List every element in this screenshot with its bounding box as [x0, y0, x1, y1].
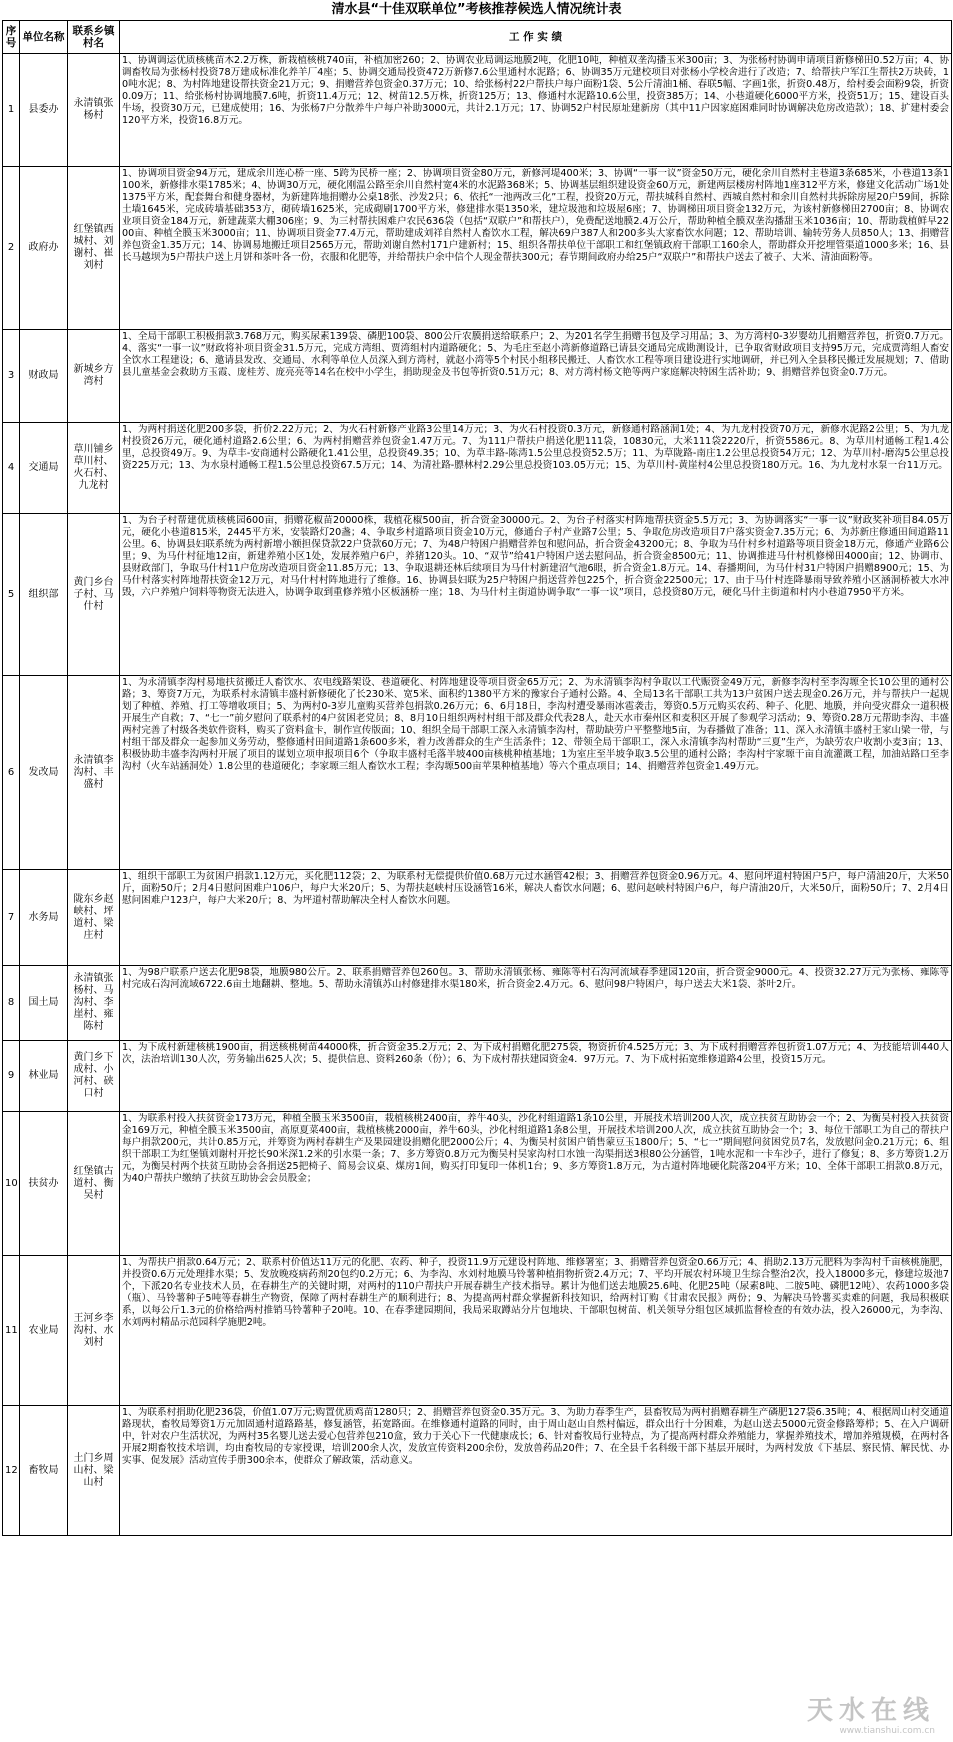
row-facts: 1、为两村捐送化肥200多袋，折价2.22万元；2、为火石村新修产业路3公里14万元；3、为火石村投资0.3万元，新修通村路涵洞1处；4、为九龙村投资70万元，新修水泥路2公里；5、为九龙村投资26万元，硬化通村道路2.6公里；6、为两村捐赠营养包资金1.47万元。7、为111户帮扶户捐送化肥111袋，10830元，大米111袋2220斤，折资5586元。8、为草川村通畅工程1.4公里，总投资49万。9、为草丰-安商通村公路硬化1.41公里，总投资49.35；10、为草丰路-陈湾1.5公里总投资52.5万；11、为草陇路-南庄1.2公里总投资54万元；12、为草川村-磨沟5公里总投资225万元；13、为水泉村通畅工程1.5公里总投资67.5万元；14、为清社路-膘林村2.29公里总投资103.05万元；15、为草川村-黄崖村4公里总投资180万元。16、为九龙村水泵一台11万元。	[122, 424, 949, 471]
row-number: 1	[3, 54, 20, 167]
row-village: 新城乡方湾村	[68, 330, 120, 423]
site-watermark	[807, 1696, 935, 1736]
row-number: 9	[3, 1041, 20, 1112]
row-village: 永清镇张杨村、马沟村、李崖村、雍陈村	[68, 966, 120, 1041]
row-number: 5	[3, 514, 20, 676]
row-unit: 发改局	[20, 676, 68, 870]
stats-table	[2, 20, 952, 1536]
table-row	[3, 1406, 952, 1536]
row-number: 4	[3, 423, 20, 514]
row-unit: 农业局	[20, 1256, 68, 1406]
table-row	[3, 330, 952, 423]
row-facts: 1、组织干部职工为贫困户捐款1.12万元，买化肥112袋；2、为联系村无偿提供价值0.68万元过水涵管42根；3、捐赠营养包资金0.96万元。4、慰问坪道村特困户5户，每户清油20斤，大米50斤，面粉50斤；2月4日慰问困难户106户，每户大米20斤；5、为帮扶赵峡村压设涵管16米，解决人畜饮水问题；6、慰问赵峡村特困户6户，每户清油20斤，大米50斤，面粉50斤；7、2月4日慰问困难户123户，每户大米20斤；8、为坪道村帮助解决全村人畜饮水问题。	[122, 871, 949, 906]
table-row	[3, 1112, 952, 1256]
row-unit: 政府办	[20, 167, 68, 330]
row-unit: 县委办	[20, 54, 68, 167]
row-village: 草川铺乡草川村、火石村、九龙村	[68, 423, 120, 514]
row-facts: 1、协调项目资金94万元，建成余川连心桥一座、5跨为民桥一座；2、协调项目资金80万元，新修河堤400米；3、协调“一事一议”资金50万元，硬化余川自然村主巷道3条685米，小巷道13条1100米，新修排水渠1785米；4、协调30万元，硬化刚温公路至余川自然村宽4米的水泥路368米；5、协调基层组织建设资金60万元，新建两层楼房村阵地1座312平方米，修建文化活动广场1处1375平方米，配套舞台和健身器材，为新建阵地捐赠办公桌18张、沙发2只；6、依托“一池两改三化”工程，投资20万元，帮扶城科自然村、西城自然村和余川自然村共拆除房屋20户59间，拆除土墙1645米，完成砖墙基础353方，砌砖墙1625米，完成砌刷1700平方米，修建排水渠1350米，建垃圾池和垃圾屋6座；7、协调梯田项目资金132万元，为该村新修梯田2700亩；8、协调农业项目资金184万元，新建蔬菜大棚306座；9、为三村帮扶困难户农民636袋（包括“双联户”和帮扶户），免费配送地膜2.4万公斤，帮助种植全膜双垄沟播甜玉米1036亩；10、帮助栽植鲜早2200亩、种植全膜玉米3000亩；11、协调项目资金77.4万元，帮助建成刘祥自然村人畜饮水工程，解决69户387人和200多头大家畜饮水问题；12、帮助培训、输转劳务人员850人；13、捐赠营养包资金1.35万元；14、协调易地搬迁项目2565万元，帮助刘谢自然村171户建新村；15、组织各帮扶单位干部职工和红堡镇政府干部职工160余人，帮助群众开挖埋管渠道1000多米；16、县长马越坝为5户帮扶户送上月饼和茶叶各一份，衣服和化肥等，并给帮扶户余中信个人现金帮扶300元；春节期间政府办给25户“双联户”和帮扶户送去了被子、大米、清油面粉等。	[122, 168, 949, 263]
header-village: 联系乡镇村名	[68, 21, 120, 54]
table-row	[3, 966, 952, 1041]
row-number: 11	[3, 1256, 20, 1406]
table-row	[3, 54, 952, 167]
row-unit: 扶贫办	[20, 1112, 68, 1256]
row-unit: 水务局	[20, 870, 68, 966]
header-unit: 单位名称	[20, 21, 68, 54]
row-facts: 1、协调调运优质核桃苗木2.2万株，新栽植核桃740亩，补植加密260；2、协调农业局调运地膜2吨，化肥10吨，种植双垄沟播玉米300亩；3、为张杨村协调申请项目新修梯田0.52万亩；4、协调畜牧局为张杨村投资78万建成标准化养羊厂4座；5、协调交通局投资472万新修7.6公里通村水泥路；6、协调35万元建校项目对张杨小学校舍进行了改造；7、给帮扶户军江生帮扶2万块砖，10吨水泥；8、为村阵地建设帮扶资金21万元；9、捐赠营养包资金0.37万元；10、给张杨村22户帮扶户每户面粉1袋、5公斤清油1桶、春联5幅、字画1张，折资0.48万，给村委会面粉9袋，折资0.09万；11、给张杨村协调地膜7.6吨，折资11.4万元；12、树苗12.5万株，折资125万；13、修通村水泥路10.6公里，投资385万；14、小巷道硬化6000平方米，投资51万；15、建设百头牛场，投资30万元，已建成使用；16、为张杨7户分散养牛户每户补助3000元，共计2.1万元；17、协调52户村民原址建新房（其中11户因家庭困难同时协调解决危房改造款）；18、扩建村委会120平方米，投资16.8万元。	[122, 55, 949, 126]
document-title: 清水县“十佳双联单位”考核推荐候选人情况统计表	[331, 2, 622, 17]
table-row	[3, 514, 952, 676]
row-village: 永清镇张杨村	[68, 54, 120, 167]
header-row	[3, 21, 952, 54]
row-facts: 1、为台子村帮建优质核桃园600亩，捐赠花椒苗20000株，栽植花椒500亩，折合资金30000元。2、为台子村落实村阵地帮扶资金5.5万元；3、为协调落实“一事一议”财政奖补项目84.05万元，硬化小巷道815米，2445平方米，安装路灯20盏；4、争取乡村道路项目资金10万元，修通台子村产业路7公里；5、争取危房改造项目7户落实资金7.35万元；6、为苏新庄修通田间道路11公里。6、协调县妇联系统为两村新增小额担保贷款22户贷款60万元；7、为48户特困户捐赠营养包和慰问品，折合资金43200元；8、争取为马什村乡村道路等项目资金18万元，修通产业路6公里；9、为马什村征地12亩，新建养殖小区1处，发展养殖户6户，养猪120头。10、“双节”给41户特困户送去慰问品，折合资金8500元；11、协调推进马什村机修梯田4000亩；12、协调市、县财政部门，争取马什村11户危房改造项目资金11.85万元；13、争取退耕还林后续项目为马什村新建沼气池6眼，折合资金1.8万元。14、春播期间，为马什村31户特困户捐赠8900元；15、为马什村落实村阵地帮扶资金12万元，对马什村村阵地进行了维修。16、协调县妇联为25户特困户捐送营养包225个，折合资金22500元；17、由于马什村连降暴雨导致养殖小区涵洞桥被大水冲毁，六户养殖户饲料等物资无法进入，协调争取到重修养殖小区板涵桥一座；18、为马什村主街道协调争取“一事一议”项目，总投资80万元，硬化马什主街道和村内小巷道7950平方米。	[122, 515, 949, 598]
row-number: 10	[3, 1112, 20, 1256]
table-row	[3, 1256, 952, 1406]
row-facts: 1、为98户联系户送去化肥98袋，地膜980公斤。2、联系捐赠营养包260包。3、帮助永清镇张杨、雍陈等村石沟河流域春季建园120亩，折合资金9000元。4、投资32.27万元为张杨、雍陈等村完成石沟河流域6722.6亩土地翻耕、整地。5、帮助永清镇苏山村修建排水渠180米，折合资金2.4万元。6、慰问98户特困户，每户送去大米1袋、茶叶2斤。	[122, 967, 949, 990]
row-facts: 1、为帮扶户捐款0.64万元；2、联系村价值达11万元的化肥、农药、种子，投资11.9万元建设村阵地、维修署室；3、捐赠营养包资金0.66万元；4、捐助2.13万元肥料为李沟村千亩核桃施肥，并投资0.6万元处理排水渠；5、发放晚疫病药剂20包约0.2万元；6、为李沟、水刘村地膜马铃薯种植捐物折资2.4万元；7、平均开展农村环境卫生综合整治2次，投入18000多元，修建垃圾池7个，下派20名专业技术人员，在春耕生产的关键时期，对两村的110户帮扶户开展春耕生产技术指导。累计为他们送去地膜25.6吨、化肥25吨（尿素8吨、二胺5吨、磷肥12吨）、农药1000多袋（瓶）、马铃薯种子5吨等春耕生产物资，保障了两村春耕生产的顺利进行；8、为提高两村群众掌握新科技知识，给两村订购《甘肃农民报》两份；9、为解决马铃薯买卖难的问题，我局积极联系，以每公斤1.3元的价格给两村推销马铃薯种子20吨。10、在春季建园期间，我局采取蹲站分片包地块、干部职包树苗、机关领导分组包区域抓监督检查的有效办法，投入26000元，为李沟、水刘两村精品示范园科学施肥2吨。	[122, 1257, 949, 1328]
row-number: 12	[3, 1406, 20, 1536]
row-village: 永清镇李沟村、丰盛村	[68, 676, 120, 870]
table-row	[3, 167, 952, 330]
row-number: 2	[3, 167, 20, 330]
row-facts: 1、全局干部职工积极捐款3.768万元，购买尿素139袋、磷肥100袋、800公斤农膜捐送给联系户；2、为201名学生捐赠书包及学习用品；3、为方湾村0-3岁婴幼儿捐赠营养包，折资0.7万元。4、落实“一事一议”财政将补项目资金31.5万元，完成方湾组、贾湾组村内道路硬化；5、为毛庄至赵小湾新修道路已请县交通局完成勘测设计，已争取省财政项目支持95万元，完成贾湾组人畜安全饮水工程建设；6、邀请县发改、交通局、水利等单位人员深入到方湾村，就赵小湾等5个村民小组移民搬迁、人畜饮水工程等项目建设进行实地调研，并已列入全县移民搬迁发展规划；7、借助县儿童基金会救助方玉霞、庞桂芳、庞亮亮等14名在校中小学生，捐助现金及书包等折资0.51万元；8、对方湾村杨文艳等两户家庭解决特困生活补助；9、捐赠营养包资金0.7万元。	[122, 331, 949, 378]
row-village: 红堡镇西城村、刘谢村、崔刘村	[68, 167, 120, 330]
row-number: 6	[3, 676, 20, 870]
table-row	[3, 423, 952, 514]
table-row	[3, 870, 952, 966]
header-facts: 工 作 实 绩	[120, 21, 952, 54]
row-unit: 财政局	[20, 330, 68, 423]
table-row	[3, 1041, 952, 1112]
row-unit: 组织部	[20, 514, 68, 676]
watermark-url: www.tianshui.com.cn	[839, 1726, 935, 1736]
row-number: 8	[3, 966, 20, 1041]
row-unit: 畜牧局	[20, 1406, 68, 1536]
row-facts: 1、为永清镇李沟村易地扶贫搬迁人畜饮水、农电线路架设、巷道硬化、村阵地建设等项目资金65万元；2、为永清镇李沟村争取以工代赈资金49万元，新修李沟村至李沟塬全长10公里的通村公路；3、筹资7万元，为联系村永清镇丰盛村新修硬化了长230米、宽5米、面积约1380平方米的豫家台子通村公路。4、全局13名干部职工共为13户贫困户送去现金0.26万元，并与帮扶户一起规划了种植、养殖、打工等增收项目；5、为两村0-3岁儿童购买营养包捐款0.26万元；6、6月18日，李沟村遭受暴雨冰雹袭击，筹资0.5万元购买农药、种子、化肥、地膜，并向受灾群众一道积极开展生产自救；7、“七一”前夕慰问了联系村的4户贫困老党员；8、8月10日组织两村村组干部及群众代表28人，赴天水市秦州区和麦积区开展了参观学习活动；9、筹资0.28万元帮助李沟、丰盛两村完善了村级各类软件资料，购买了资料盒卡，制作宣传版面；10、组织全局干部职工深入永清镇李沟村，帮助缺劳户平整整地5亩，为春播做了准备；11、深入永清镇丰盛村王家山梁一带，与村组干部及群众一起参加义务劳动，整修通村田间道路1条600多米，着力改善群众的生产生活条件；12、带领全局干部职工，深入永清镇李沟村帮助“三夏”生产，为缺劳农户收割小麦3亩；13、积极协助丰盛李沟两村开展了项目的谋划立项申报项目6个（争取丰盛村毛落半坡400亩核桃种植基地；1为室庄至半坡争取3.5公里的通村公路；李沟村宇家塬干亩自流灌溉工程，加油站路口至李沟村（火车站涵洞处）1.8公里的巷道硬化；李家塬三组人畜饮水工程；李沟塬500亩苹果种植基地）等六个重点项目；14、捐赠营养包资金1.49万元。	[122, 677, 949, 772]
row-unit: 国土局	[20, 966, 68, 1041]
row-village: 黄门乡台子村、马什村	[68, 514, 120, 676]
row-village: 黄门乡下成村、小河村、硖口村	[68, 1041, 120, 1112]
row-number: 3	[3, 330, 20, 423]
watermark-logo: 天水在线	[806, 1696, 935, 1726]
row-number: 7	[3, 870, 20, 966]
row-village: 红堡镇古道村、衡吴村	[68, 1112, 120, 1256]
row-facts: 1、为联系村捐助化肥236袋，价值1.07万元;购置优质鸡苗1280只；2、捐赠营养包资金0.35万元。3、为助力春季生产，县畜牧局为两村捐赠春耕生产磷肥127袋6.35吨；4、根据周山村交通道路现状，畜牧局筹资1万元加固通村道路路基，修复涵管，拓宽路面。在维修通村道路的同时，由于周山赵山自然村偏远，群众出行十分困难，为赵山送去5000元资金修路筹栉；5、在入户调研中，针对农户生活状况，为两村35名婴儿送去爱心包营养包210盒，致力于关心下一代健康成长；6、针对畜牧局行业特点，为了提高两村群众养殖能力，掌握养殖技术，增加养殖规模，在两村各开展2期畜牧技术培训，均由畜牧局的专家授课，培训200余人次，发放宣传资料200余份，发放兽药品20件；7、在全县千名科级干部下基层开展时，为两村发放《下基层、察民情、解民忧、办实事、促发展》活动宣传手册300余本，使群众了解政策，活动意义。	[122, 1407, 949, 1466]
row-unit: 交通局	[20, 423, 68, 514]
row-unit: 林业局	[20, 1041, 68, 1112]
row-village: 王河乡李沟村、水刘村	[68, 1256, 120, 1406]
header-seq: 序号	[3, 21, 20, 54]
row-village: 陇东乡赵峡村、坪道村、梁庄村	[68, 870, 120, 966]
row-facts: 1、为下成村新建核桃1900亩，捐送核桃树苗44000株，折合资金35.2万元；2、为下成村捐赠化肥275袋，物资折价4.525万元；3、为下成村捐赠营养包折资1.07万元；4、为技能培训440人次，法治培训130人次，劳务输出625人次；5、提供信息、资料260条（份）；6、为下成村帮扶建园资金4．97万元。7、为下成村拓宽维修道路4公里，投资15万元。	[122, 1042, 949, 1065]
table-row	[3, 676, 952, 870]
row-village: 土门乡周山村、梁山村	[68, 1406, 120, 1536]
row-facts: 1、为联系村投入扶贫资金173万元，种植全膜玉米3500亩，栽植核桃2400亩，养牛40头，沙化村组道路1条10公里，开展技术培训200人次，成立扶贫互助协会一个；2、为衡吴村投入扶贫资金169万元，种植全膜玉米3500亩，高原夏菜400亩，栽植核桃2000亩，养牛60头，沙化村组道路1条8公里，开展技术培训200人次，成立扶贫互助协会一个；3、每位干部职工为自己的帮扶户每户捐款200元，共计0.85万元，并筹资为两村春耕生产及果园建设捐赠化肥2000公斤；4、为衡吴村贫困户销售蒙豆玉1800斤；5、“七一”期间慰问贫困党员7名，发放慰问金0.21万元；6、组织干部职工为红堡镇刘谢村开挖长90米深1.2米的引水渠一条；7、多方筹资0.8万元为衡吴村吴家沟村口水蚀一沟渠捐送3根80公分涵管，1吨水泥和一卡车沙子，进行了修复；8、多方筹资1.2万元，为衡吴村两个扶贫互助协会各捐送25把椅子、简易会议桌、煤房1间，购买打印复印一体机1台；9、多方筹资1.8万元，为古道村阵地硬化院落204平方米；10、全体干部职工捐款0.8万元，为40户帮扶户缴纳了扶贫互助协会会员股金；	[122, 1113, 949, 1184]
